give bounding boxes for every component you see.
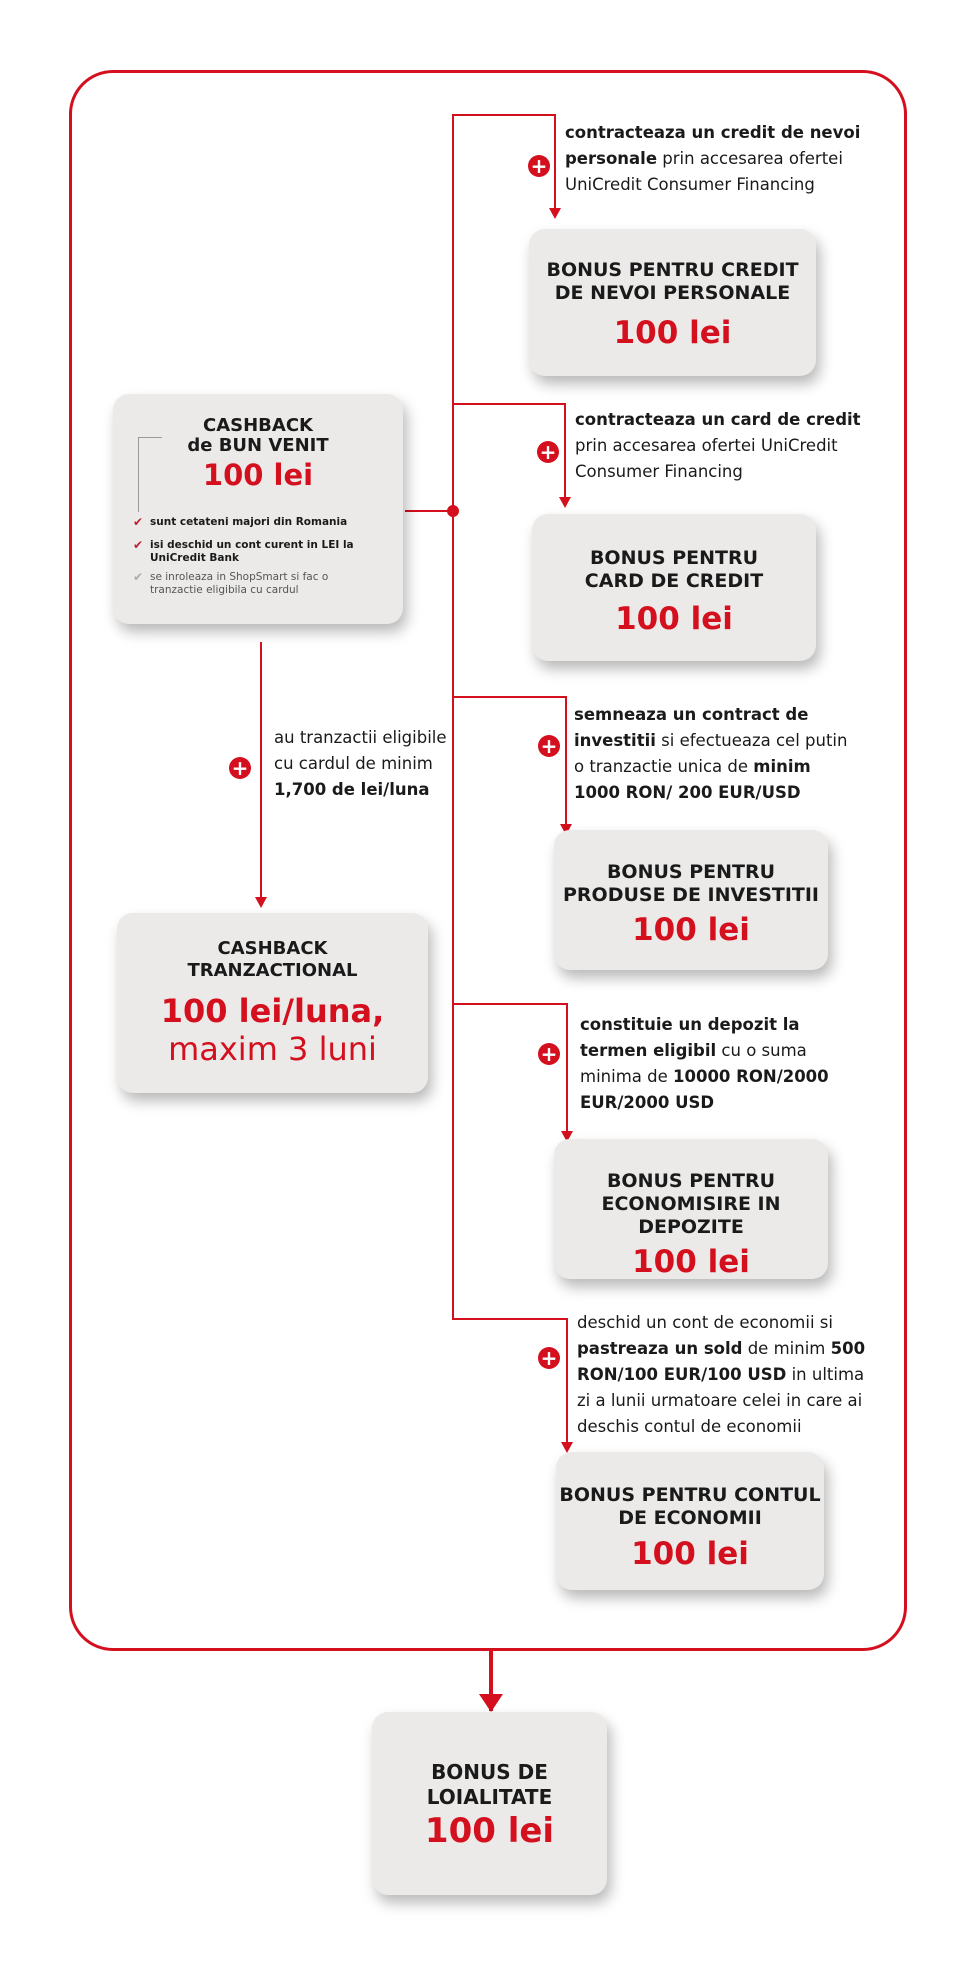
bonus-card-cont-economii bbox=[556, 1452, 824, 1590]
condition-5: deschid un cont de economii si pastreaza un sold de minim 500 RON/100 EUR/100 USD in ultima zi a lunii urmatoare celei in care ai deschis contul de economii bbox=[577, 1313, 866, 1436]
bonus-card-depozite bbox=[554, 1139, 828, 1279]
card-amount: 100 lei bbox=[613, 315, 732, 351]
checklist-item: ✔ sunt cetateni majori din Romania bbox=[133, 515, 348, 529]
cashback-transactional-card bbox=[117, 913, 428, 1093]
card-title: BONUS DE LOIALITATE bbox=[426, 1760, 553, 1809]
junction-dot bbox=[447, 505, 459, 517]
check-icon: ✔ bbox=[133, 570, 144, 584]
branch-4-v bbox=[566, 1003, 568, 1133]
bonus-card-credit-nevoi bbox=[529, 229, 816, 376]
card-title: CASHBACK TRANZACTIONAL bbox=[187, 938, 358, 981]
branch-2-v bbox=[564, 403, 566, 498]
condition-3: semneaza un contract de investitii si efectueaza cel putin o tranzactie unica de minim 1000 RON/ 200 EUR/USD bbox=[574, 705, 848, 802]
condition-1: contracteaza un credit de nevoi personale prin accesarea ofertei UniCredit Consumer Financing bbox=[565, 123, 861, 194]
branch-4-h bbox=[452, 1003, 568, 1005]
card-amount: 100 lei bbox=[632, 912, 750, 948]
branch-5-v bbox=[566, 1318, 568, 1444]
card-title: BONUS PENTRU CREDIT DE NEVOI PERSONALE bbox=[546, 259, 799, 304]
card-title: BONUS PENTRU ECONOMISIRE IN DEPOZITE bbox=[601, 1170, 781, 1238]
card-amount-secondary: maxim 3 luni bbox=[168, 1030, 377, 1068]
welcome-checklist bbox=[133, 516, 373, 603]
branch-1-h bbox=[452, 114, 556, 116]
plus-icon: + bbox=[229, 757, 251, 779]
card-amount: 100 lei bbox=[202, 458, 314, 492]
welcome-down-line bbox=[260, 642, 262, 898]
branch-2-h bbox=[452, 403, 566, 405]
card-title: BONUS PENTRU CARD DE CREDIT bbox=[584, 547, 764, 592]
card-title: BONUS PENTRU CONTUL DE ECONOMII bbox=[559, 1484, 821, 1529]
trunk-line bbox=[452, 114, 454, 1320]
branch-3-h bbox=[452, 696, 567, 698]
branch-1-v bbox=[554, 114, 556, 209]
check-icon: ✔ bbox=[133, 538, 144, 552]
bonus-card-card-credit bbox=[532, 514, 816, 661]
checklist-item: ✔ se inroleaza in ShopSmart si fac o tranzactie eligibila cu cardul bbox=[133, 570, 329, 596]
card-amount: 100 lei bbox=[615, 601, 733, 637]
plus-icon: + bbox=[538, 1347, 560, 1369]
card-amount: 100 lei bbox=[631, 1536, 749, 1572]
branch-3-v bbox=[565, 696, 567, 826]
bracket-line-h bbox=[138, 437, 162, 438]
card-title: CASHBACK de BUN VENIT bbox=[187, 415, 329, 456]
plus-icon: + bbox=[528, 155, 550, 177]
loyalty-down-arrow bbox=[479, 1694, 503, 1712]
plus-icon: + bbox=[538, 1043, 560, 1065]
welcome-down-arrow bbox=[255, 897, 267, 908]
plus-icon: + bbox=[538, 735, 560, 757]
branch-1-arrow bbox=[549, 208, 561, 219]
condition-4: constituie un depozit la termen eligibil cu o suma minima de 10000 RON/2000 EUR/2000 USD bbox=[580, 1015, 829, 1112]
plus-icon: + bbox=[537, 441, 559, 463]
checklist-item: ✔ isi deschid un cont curent in LEI la UniCredit Bank bbox=[133, 538, 354, 564]
transaction-condition: au tranzactii eligibile cu cardul de minim 1,700 de lei/luna bbox=[274, 728, 447, 799]
loyalty-bonus-card bbox=[372, 1712, 607, 1895]
branch-2-arrow bbox=[559, 497, 571, 508]
check-icon: ✔ bbox=[133, 515, 144, 529]
card-amount: 100 lei/luna, bbox=[160, 992, 385, 1030]
bonus-card-investitii bbox=[554, 830, 828, 970]
bracket-line-v bbox=[138, 437, 139, 512]
condition-2: contracteaza un card de credit prin accesarea ofertei UniCredit Consumer Financing bbox=[575, 410, 861, 481]
card-amount: 100 lei bbox=[632, 1244, 750, 1280]
card-amount: 100 lei bbox=[424, 1811, 555, 1851]
branch-5-h bbox=[452, 1318, 568, 1320]
card-title: BONUS PENTRU PRODUSE DE INVESTITII bbox=[562, 861, 820, 906]
